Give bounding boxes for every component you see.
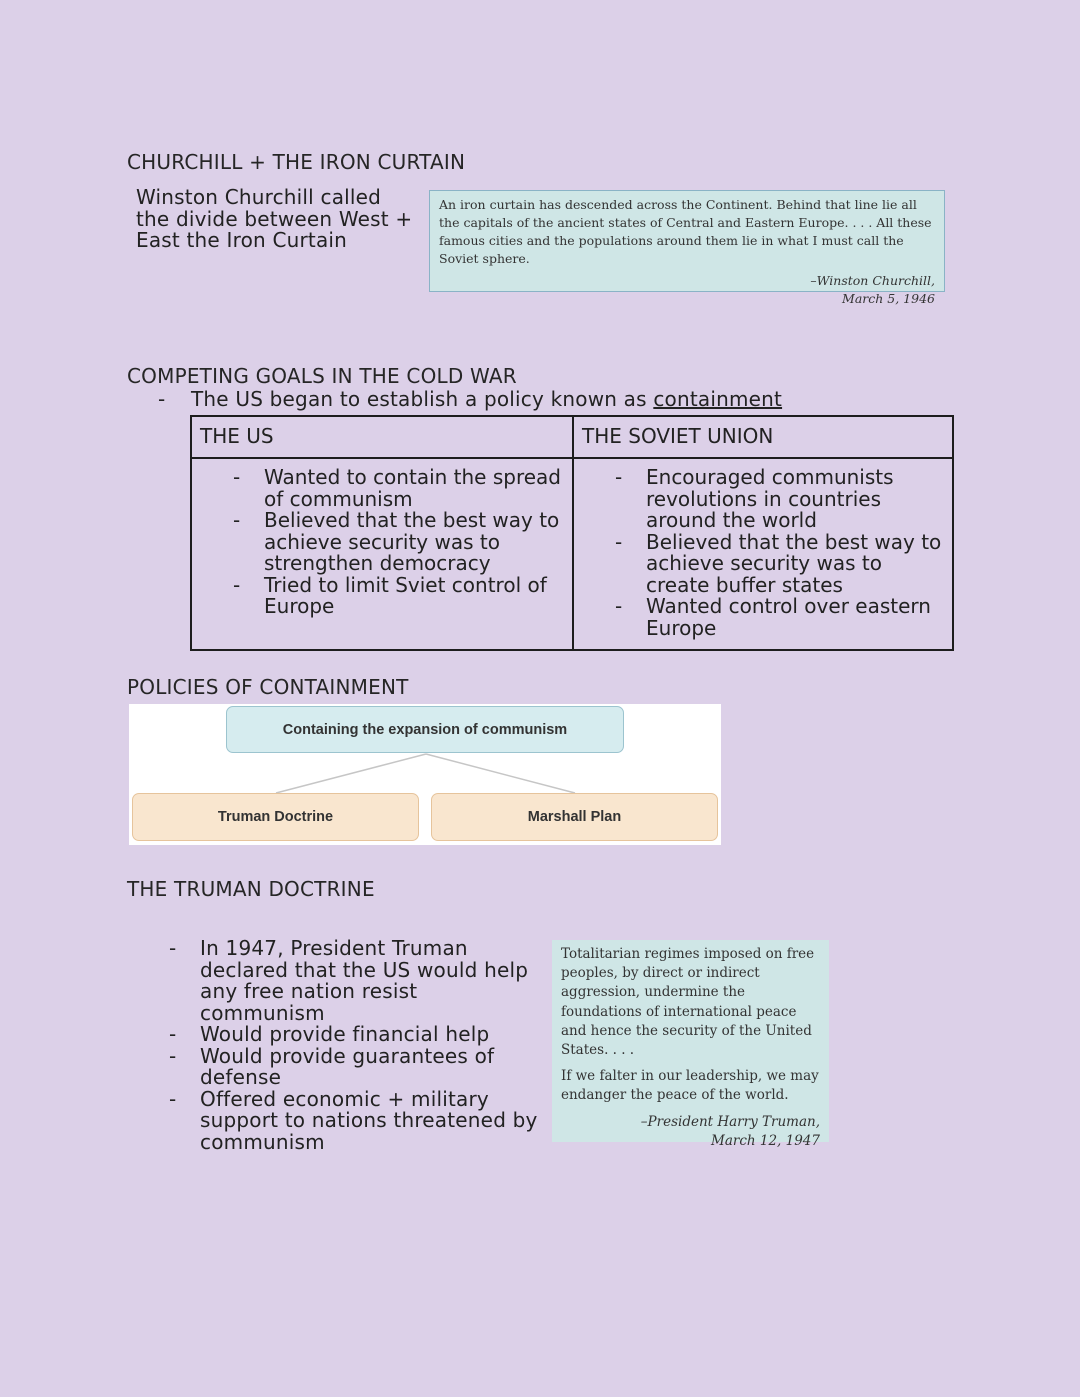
bullet-dash: - — [169, 1022, 177, 1046]
us-goal-text: Tried to limit Sviet control of Europe — [264, 572, 547, 618]
list-item — [615, 529, 942, 597]
column-header-soviet-union: THE SOVIET UNION — [573, 416, 953, 458]
list-item — [169, 1022, 540, 1046]
truman-quote-attribution-date: March 12, 1947 — [711, 1132, 820, 1149]
list-item — [169, 1086, 540, 1154]
bullet-dash: - — [169, 936, 177, 960]
policies-heading: POLICIES OF CONTAINMENT — [127, 675, 409, 699]
connector-line — [426, 754, 575, 793]
bullet-dash: - — [233, 572, 241, 597]
truman-quote-paragraph: If we falter in our leadership, we may endanger the peace of the world. — [561, 1068, 819, 1104]
connector-line — [276, 754, 426, 793]
churchill-quote-attribution-date: March 5, 1946 — [842, 291, 935, 306]
truman-point-text: Offered economic + military support to nations threatened by communism — [200, 1086, 538, 1154]
us-goal-text: Believed that the best way to achieve security was to strengthen democracy — [264, 508, 560, 575]
soviet-goal-text: Wanted control over eastern Europe — [646, 594, 931, 640]
diagram-node-marshall-plan: Marshall Plan — [431, 793, 718, 841]
competing-goals-table — [190, 415, 954, 651]
containment-bullet-text: The US began to establish a policy known as — [191, 387, 654, 411]
bullet-dash: - — [615, 529, 623, 554]
truman-quote-attribution-name: –President Harry Truman, — [640, 1113, 820, 1130]
bullet-dash: - — [233, 508, 241, 532]
churchill-quote-attribution-name: –Winston Churchill, — [810, 273, 935, 288]
bullet-dash: - — [169, 1086, 177, 1111]
containment-diagram — [129, 704, 721, 845]
churchill-quote-box — [429, 190, 945, 306]
diagram-node-truman-doctrine: Truman Doctrine — [132, 793, 419, 841]
truman-doctrine-heading: THE TRUMAN DOCTRINE — [127, 877, 375, 901]
description-line: Winston Churchill called — [136, 185, 382, 209]
column-header-us: THE US — [191, 416, 573, 458]
soviet-goal-text: Encouraged communists revolutions in countries around the world — [646, 465, 894, 532]
iron-curtain-description — [136, 187, 416, 252]
list-item — [233, 508, 562, 575]
diagram-root-node: Containing the expansion of communism — [226, 706, 624, 753]
competing-goals-table-wrapper — [190, 415, 954, 651]
list-item — [615, 465, 942, 532]
competing-goals-heading: COMPETING GOALS IN THE COLD WAR — [127, 364, 517, 388]
truman-point-text: In 1947, President Truman declared that the US would help any free nation resist communism — [200, 936, 529, 1025]
truman-quote-paragraph: Totalitarian regimes imposed on free peoples, by direct or indirect aggression, undermine the foundations of international peace and hence the security of the United States. . . . — [561, 946, 815, 1059]
bullet-dash: - — [615, 594, 623, 618]
us-goals-cell — [191, 458, 573, 650]
truman-quote-box — [552, 940, 829, 1149]
list-item — [169, 1043, 540, 1089]
iron-curtain-heading: CHURCHILL + THE IRON CURTAIN — [127, 150, 466, 174]
truman-doctrine-list — [169, 936, 540, 1154]
bullet-dash: - — [615, 465, 623, 489]
containment-term: containment — [653, 387, 783, 411]
bullet-dash: - — [169, 1043, 177, 1068]
truman-point-text: Would provide guarantees of defense — [200, 1043, 495, 1089]
churchill-quote-text: An iron curtain has descended across the Continent. Behind that line lie all the capitals of the ancient states of Central and Eastern Europe. . . . All these famous cities and the populations around them lie in what I must call the Soviet sphere. — [439, 197, 932, 266]
soviet-goals-cell — [573, 458, 953, 650]
list-item — [169, 936, 540, 1025]
containment-bullet — [158, 389, 782, 411]
soviet-goal-text: Believed that the best way to achieve security was to create buffer states — [646, 529, 942, 597]
description-line: the divide between West + — [136, 206, 413, 231]
table-header-row — [191, 416, 953, 458]
bullet-dash: - — [233, 465, 241, 489]
list-item — [615, 594, 942, 640]
description-line: East the Iron Curtain — [136, 228, 348, 252]
bullet-dash: - — [158, 387, 166, 411]
us-goal-text: Wanted to contain the spread of communism — [264, 465, 561, 511]
list-item — [233, 572, 562, 618]
table-row — [191, 458, 953, 650]
list-item — [233, 465, 562, 511]
truman-point-text: Would provide financial help — [200, 1022, 490, 1046]
